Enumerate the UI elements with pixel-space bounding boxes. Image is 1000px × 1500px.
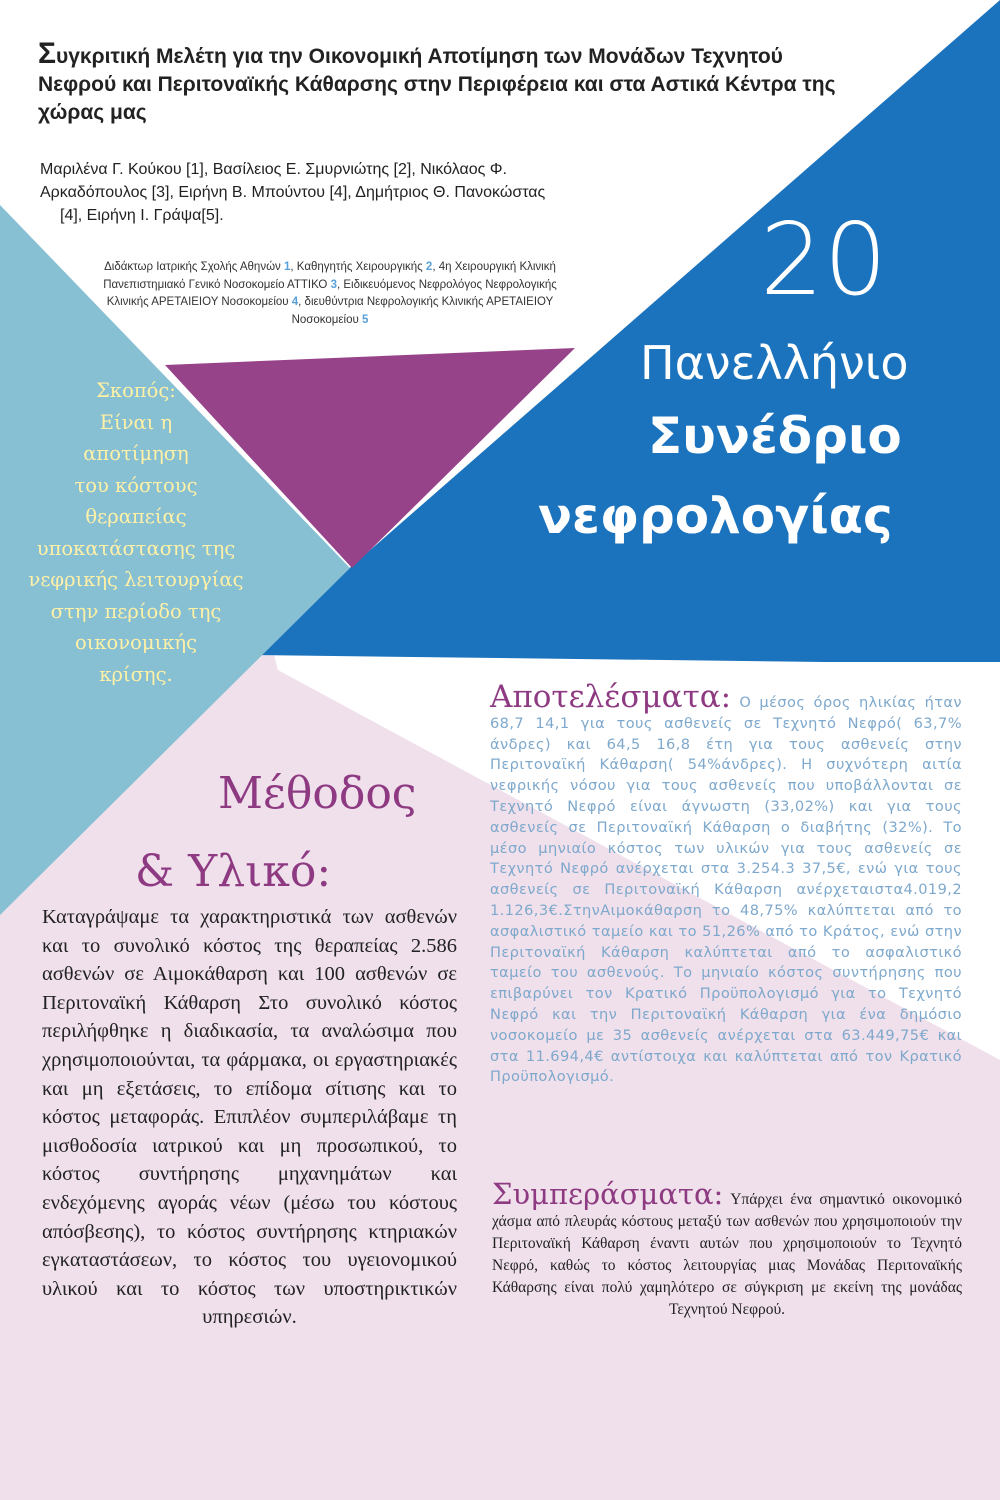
- methods-heading-2: & Υλικό:: [135, 846, 332, 897]
- conference-line-3: νεφρολογίας: [538, 487, 893, 545]
- affiliation-number: 1: [284, 261, 291, 273]
- affiliation-text: , Καθηγητής Χειρουργικής: [290, 261, 426, 273]
- aim-heading: Σκοπός:: [96, 379, 176, 402]
- aim-line: υποκατάστασης της: [36, 536, 236, 560]
- affiliation-number: 2: [425, 261, 433, 273]
- aim-line: αποτίμηση: [83, 442, 189, 465]
- conclusions-heading: Συμπεράσματα:: [492, 1177, 724, 1211]
- affiliation-text: , Ειδικευόμενος Νεφρολόγος Νεφρολογικής Κλινικής ΑΡΕΤΑΙΕΙΟΥ Νοσοκομείου: [106, 278, 557, 308]
- affiliation-text: , διευθύντρια Νεφρολογικής Κλινικής ΑΡΕΤΑΙΕΙΟΥ Νοσοκομείου: [291, 296, 554, 326]
- methods-body: Καταγράψαμε τα χαρακτηριστικά των ασθενών και το συνολικό κόστος της θεραπείας 2.586 ασθενών σε Αιμοκάθαρση και 100 ασθενών σε Περιτοναϊκή Κάθαρση Στο συνολικό κόστος περιλήφθηκε η διαδικασία, τα αναλώσιμα που χρησιμοποιούνται, τα φάρμακα, οι εργαστηριακές και μη εξετάσεις, το επίδομα σίτισης και το κόστος μεταφοράς. Επιπλέον συμπεριλάβαμε τη μισθοδοσία ιατρικού και μη προσωπικού, το κόστος συντήρησης μηχανημάτων και ενδεχόμενης αγοράς νέων (μέσω του κόστους απόσβεσης), το κόστος συντήρησης κτηριακών εγκαταστάσεων, το κόστος του υγειονομικού υλικού και το κόστος των υποστηρικτικών υπηρεσιών.: [42, 906, 457, 1329]
- affiliation-number: 3: [330, 278, 337, 291]
- aim-line: κρίσης.: [99, 662, 173, 686]
- conference-number: 20: [760, 201, 888, 318]
- aim-line: νεφρικής λειτουργίας: [28, 568, 244, 591]
- aim-line: στην περίοδο της: [50, 599, 222, 623]
- results-section: [490, 679, 962, 1088]
- aim-line: θεραπείας: [85, 505, 187, 528]
- aim-section: [2, 375, 270, 690]
- aim-line: Είναι η: [99, 410, 173, 434]
- authors: [40, 158, 665, 227]
- results-heading: Αποτελέσματα:: [490, 679, 732, 715]
- poster-title: [38, 37, 838, 127]
- aim-line: του κόστους: [74, 473, 198, 497]
- conclusions-section: [492, 1177, 962, 1321]
- results-body: Ο μέσος όρος ηλικίας ήταν 68,7 14,1 για τους ασθενείς σε Τεχνητό Νεφρό( 63,7% άνδρες) και 64,5 16,8 έτη για τους ασθενείς στην Περιτοναϊκή Κάθαρση( 54%άνδρες). Η συχνότερη αιτία νεφρικής νόσου για τους ασθενείς που υποβάλλονται σε Τεχνητό Νεφρό είναι άγνωστη (33,02%) και για τους ασθενείς σε Περιτοναϊκή Κάθαρση ο διαβήτης (32%). Το μέσο μηνιαίο κόστος των υλικών για τους ασθενείς σε Τεχνητό Νεφρό ανέρχεται στα 3.254.3 37,5€, ενώ για τους ασθενείς σε Περιτοναϊκή Κάθαρση ανέρχεταιστα4.019,2 1.126,3€.ΣτηνΑιμοκάθαρση το 48,75% καλύπτεται από το ασφαλιστικό ταμείο και το 51,26% από το Κράτος, ενώ στην Περιτοναϊκή Κάθαρση καλύπτεται από το ασφαλιστικό ταμείο του ασθενούς. Το μηνιαίο κόστος συντήρησης που επιβαρύνει τον Κρατικό Προϋπολογισμό για το Τεχνητό Νεφρό και την Περιτοναϊκή Κάθαρση για ένα δημόσιο νοσοκομείο με 35 ασθενείς ανέρχεται στα 63.449,75€ και στα 11.694,4€ αντίστοιχα και καλύπτεται από τον Κρατικό Προϋπολογισμό.: [490, 694, 962, 1086]
- affiliations: [95, 259, 565, 329]
- authors-line: Μαριλένα Γ. Κούκου [1], Βασίλειος Ε. Σμυρνιώτης [2], Νικόλαος Φ.: [40, 161, 507, 178]
- affiliation-number: 4: [291, 296, 299, 308]
- title-first-letter: Σ: [38, 37, 57, 70]
- conference-line-2: Συνέδριο: [648, 407, 902, 465]
- affiliation-text: , 4η Χειρουργική Κλινική Πανεπιστημιακό Γενικό Νοσοκομείο ΑΤΤΙΚΟ: [103, 261, 556, 291]
- conclusions-body: Υπάρχει ένα σημαντικό οικονομικό χάσμα από πλευράς κόστους μεταξύ των ασθενών που χρησιμοποιούν την Περιτοναϊκή Κάθαρση έναντι αυτών που χρησιμοποιούν το Τεχνητό Νεφρό, καθώς το κόστος λειτουργίας μιας Μονάδας Περιτοναϊκής Κάθαρσης είναι πολύ χαμηλότερο σε σύγκριση με εκείνη της μονάδας Τεχνητού Νεφρού.: [492, 1191, 962, 1318]
- authors-line: Αρκαδόπουλος [3], Ειρήνη Β. Μπούντου [4], Δημήτριος Θ. Πανοκώστας: [40, 184, 546, 201]
- affiliation-number: 5: [361, 313, 369, 326]
- aim-line: οικονομικής: [74, 631, 198, 654]
- title-text: υγκριτική Μελέτη για την Οικονομική Αποτίμηση των Μονάδων Τεχνητού Νεφρού και Περιτοναϊκής Κάθαρσης στην Περιφέρεια και στα Αστικά Κέντρα της χώρας μας: [38, 45, 836, 124]
- authors-line: [4], Ειρήνη Ι. Γράψα[5].: [60, 207, 224, 224]
- affiliation-text: Διδάκτωρ Ιατρικής Σχολής Αθηνών: [104, 261, 284, 273]
- methods-heading: Μέθοδος: [218, 768, 417, 819]
- conference-line-1: Πανελλήνιο: [640, 336, 909, 390]
